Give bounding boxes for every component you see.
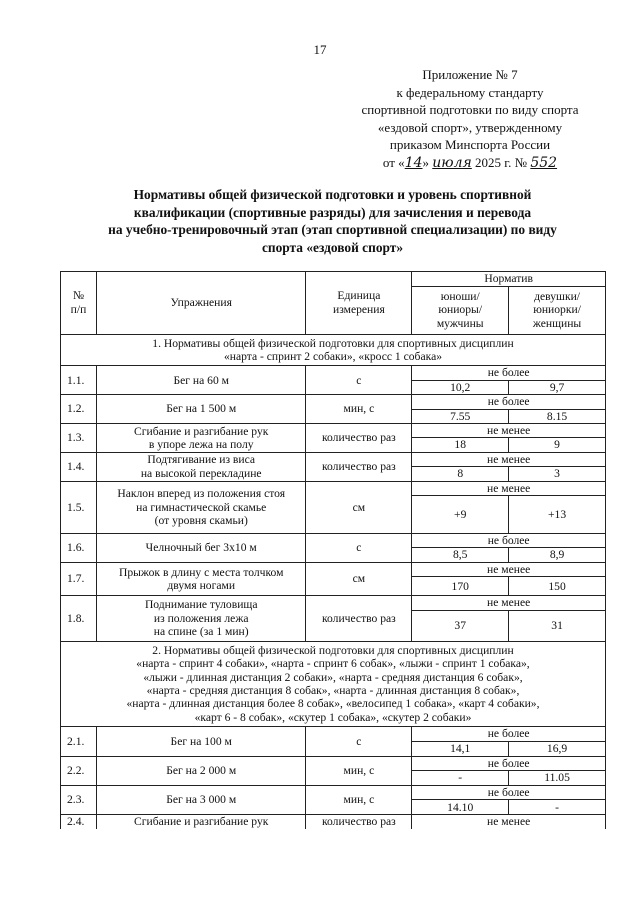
row-number: 2.2. xyxy=(61,756,97,785)
header-boys xyxy=(412,286,509,334)
row-number: 1.4. xyxy=(61,452,97,481)
value-boys: 14.10 xyxy=(412,800,509,815)
row-unit: с xyxy=(306,727,412,756)
row-condition: не более xyxy=(412,395,606,409)
value-boys: - xyxy=(412,770,509,785)
header-text: Единица xyxy=(337,289,381,303)
header-unit xyxy=(306,272,412,335)
row-number: 1.5. xyxy=(61,481,97,533)
row-unit: количество раз xyxy=(306,596,412,641)
row-exercise xyxy=(96,424,306,453)
row-exercise xyxy=(96,562,306,595)
row-condition: не более xyxy=(412,727,606,741)
value-boys: 8,5 xyxy=(412,548,509,562)
header-text: мужчины xyxy=(436,316,484,330)
table-row xyxy=(61,424,606,438)
header-text: № xyxy=(72,289,84,303)
table-row xyxy=(61,756,606,770)
value-girls: 150 xyxy=(509,577,606,596)
header-text: юноши/ xyxy=(440,289,480,303)
header-exercise: Упражнения xyxy=(96,272,306,335)
exercise-line: Бег на 3 000 м xyxy=(166,793,237,807)
row-exercise xyxy=(96,452,306,481)
exercise-line: (от уровня скамьи) xyxy=(154,514,248,528)
section-row xyxy=(61,334,606,366)
value-girls: 3 xyxy=(509,467,606,481)
table-row xyxy=(61,452,606,466)
section-line: «лыжи - длинная дистанция 2 собаки», «нарта - средняя дистанция 6 собак», xyxy=(143,670,523,684)
row-condition: не более xyxy=(412,785,606,799)
row-condition: не более xyxy=(412,534,606,548)
value-girls: 8,9 xyxy=(509,548,606,562)
value-boys: 7.55 xyxy=(412,409,509,423)
row-number: 2.4. xyxy=(61,815,97,829)
exercise-line: в упоре лежа на полу xyxy=(148,437,254,451)
appendix-line: «ездовой спорт», утвержденному xyxy=(377,119,563,135)
row-condition: не менее xyxy=(412,424,606,438)
row-unit: см xyxy=(306,562,412,595)
exercise-line: двумя ногами xyxy=(167,579,236,593)
row-number: 1.6. xyxy=(61,534,97,563)
value-girls: +13 xyxy=(509,496,606,534)
page-number: 17 xyxy=(313,42,327,57)
row-exercise xyxy=(96,481,306,533)
date-year: 2025 г. № xyxy=(475,154,528,170)
row-unit: количество раз xyxy=(306,815,412,829)
exercise-line: Прыжок в длину с места толчком xyxy=(118,565,284,579)
title-line: Нормативы общей физической подготовки и уровень спортивной xyxy=(133,187,532,202)
date-mid: » xyxy=(422,154,430,170)
appendix-line: приказом Минспорта России xyxy=(389,137,551,153)
row-condition: не менее xyxy=(412,452,606,466)
exercise-line: Поднимание туловища xyxy=(144,598,258,612)
value-boys: +9 xyxy=(412,496,509,534)
row-number: 1.2. xyxy=(61,395,97,424)
row-number: 1.1. xyxy=(61,366,97,395)
header-text: юниорки/ xyxy=(533,303,581,317)
row-condition: не менее xyxy=(412,562,606,576)
value-boys: 10,2 xyxy=(412,380,509,394)
exercise-line: на гимнастической скамье xyxy=(136,500,267,514)
value-boys: 37 xyxy=(412,610,509,641)
exercise-line: Бег на 100 м xyxy=(170,734,232,748)
exercise-line: Челночный бег 3х10 м xyxy=(145,541,257,555)
value-girls: 31 xyxy=(509,610,606,641)
table-row xyxy=(61,534,606,548)
appendix-line: к федеральному стандарту xyxy=(396,84,544,100)
row-number: 1.3. xyxy=(61,424,97,453)
row-unit: количество раз xyxy=(306,452,412,481)
section-title xyxy=(61,334,606,366)
header-girls xyxy=(509,286,606,334)
value-girls: 9 xyxy=(509,438,606,452)
row-condition: не более xyxy=(412,756,606,770)
header-num xyxy=(61,272,97,335)
appendix-line: спортивной подготовки по виду спорта xyxy=(361,102,579,118)
section-line: «нарта - спринт 4 собаки», «нарта - спринт 6 собак», «лыжи - спринт 1 собака», xyxy=(136,657,530,671)
table-row xyxy=(61,481,606,495)
table-row xyxy=(61,815,606,829)
norms-table xyxy=(60,271,606,829)
exercise-line: на спине (за 1 мин) xyxy=(153,625,249,639)
table-row xyxy=(61,366,606,380)
table-row xyxy=(61,562,606,576)
section-line: «нарта - средняя дистанция 8 собак», «нарта - длинная дистанция 8 собак», xyxy=(146,683,520,697)
row-exercise xyxy=(96,785,306,814)
appendix-date xyxy=(340,154,600,173)
value-boys: 18 xyxy=(412,438,509,452)
date-prefix: от « xyxy=(382,154,405,170)
row-exercise xyxy=(96,395,306,424)
date-month: июля xyxy=(432,154,472,171)
value-girls: 11.05 xyxy=(509,770,606,785)
row-condition: не менее xyxy=(412,815,606,829)
table-row xyxy=(61,596,606,610)
row-unit: мин, с xyxy=(306,395,412,424)
value-girls: 16,9 xyxy=(509,741,606,756)
value-boys: 14,1 xyxy=(412,741,509,756)
exercise-line: Сгибание и разгибание рук xyxy=(134,424,269,438)
row-condition: не более xyxy=(412,366,606,380)
section-row xyxy=(61,641,606,726)
header-text: женщины xyxy=(532,316,582,330)
row-number: 2.1. xyxy=(61,727,97,756)
order-number: 552 xyxy=(530,154,558,171)
exercise-line: из положения лежа xyxy=(153,611,249,625)
row-exercise xyxy=(96,727,306,756)
section-line: «карт 6 - 8 собак», «скутер 1 собака», «скутер 2 собаки» xyxy=(194,710,472,724)
row-condition: не менее xyxy=(412,596,606,610)
row-unit: с xyxy=(306,534,412,563)
row-unit: см xyxy=(306,481,412,533)
exercise-line: Наклон вперед из положения стоя xyxy=(117,487,286,501)
value-girls: 9,7 xyxy=(509,380,606,394)
title-line: спорта «ездовой спорт» xyxy=(261,239,404,255)
section-title xyxy=(61,641,606,726)
header-text: измерения xyxy=(332,302,385,316)
title-line: на учебно-тренировочный этап (этап спортивной специализации) по виду xyxy=(108,222,557,237)
exercise-line: Бег на 2 000 м xyxy=(166,764,237,778)
exercise-line: Подтягивание из виса xyxy=(147,453,256,467)
appendix-header xyxy=(340,66,600,173)
section-line: «нарта - длинная дистанция более 8 собак», «велосипед 1 собака», «карт 4 собаки», xyxy=(126,697,540,711)
document-title xyxy=(60,186,605,256)
title-line: квалификации (спортивные разряды) для зачисления и перевода xyxy=(133,204,532,220)
exercise-line: Бег на 60 м xyxy=(173,373,229,387)
row-exercise xyxy=(96,756,306,785)
row-number: 1.7. xyxy=(61,562,97,595)
value-boys: 8 xyxy=(412,467,509,481)
header-norm: Норматив xyxy=(412,272,606,287)
header-text: девушки/ xyxy=(534,289,581,303)
row-unit: мин, с xyxy=(306,785,412,814)
row-exercise xyxy=(96,366,306,395)
exercise-line: на высокой перекладине xyxy=(140,466,262,480)
table-row xyxy=(61,395,606,409)
value-girls: 8.15 xyxy=(509,409,606,423)
value-girls: - xyxy=(509,800,606,815)
value-boys: 170 xyxy=(412,577,509,596)
section-line: «нарта - спринт 2 собаки», «кросс 1 собака» xyxy=(223,350,443,363)
row-number: 1.8. xyxy=(61,596,97,641)
header-text: юниоры/ xyxy=(438,303,483,317)
row-exercise xyxy=(96,596,306,641)
appendix-line: Приложение № 7 xyxy=(422,67,518,82)
date-day: 14 xyxy=(404,154,423,171)
row-condition: не менее xyxy=(412,481,606,495)
row-unit: с xyxy=(306,366,412,395)
row-exercise: Сгибание и разгибание рук xyxy=(96,815,306,829)
table-row xyxy=(61,727,606,741)
row-unit: количество раз xyxy=(306,424,412,453)
row-exercise xyxy=(96,534,306,563)
header-text: п/п xyxy=(70,302,87,316)
row-number: 2.3. xyxy=(61,785,97,814)
section-line: 1. Нормативы общей физической подготовки для спортивных дисциплин xyxy=(152,336,514,350)
row-unit: мин, с xyxy=(306,756,412,785)
table-row xyxy=(61,785,606,799)
section-line: 2. Нормативы общей физической подготовки для спортивных дисциплин xyxy=(152,643,514,657)
exercise-line: Бег на 1 500 м xyxy=(166,402,237,416)
